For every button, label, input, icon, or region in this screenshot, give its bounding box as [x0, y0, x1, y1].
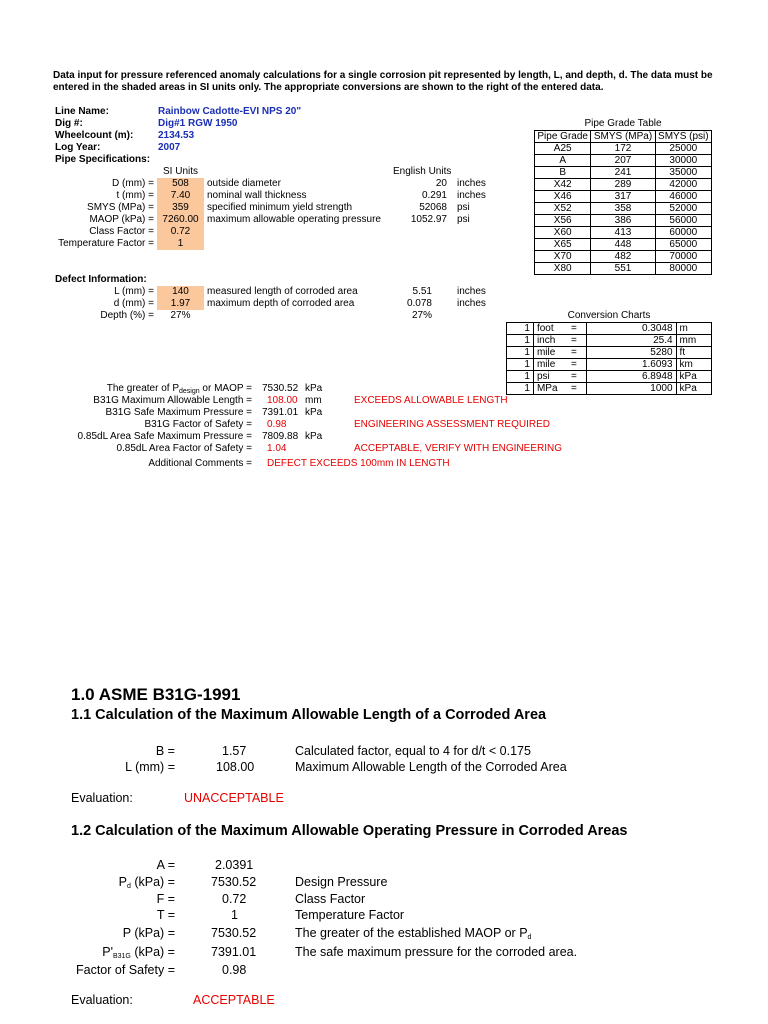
conversion-cell: mile: [533, 359, 561, 371]
pipe-grade-cell: 60000: [655, 227, 711, 239]
pipe-grade-cell: X65: [535, 239, 591, 251]
result-note: ACCEPTABLE, VERIFY WITH ENGINEERING: [354, 443, 562, 454]
pb31g-value: 7391.01: [211, 945, 257, 959]
spec-english-value: 1052.97: [410, 214, 447, 225]
pipe-grade-cell: 52000: [655, 203, 711, 215]
pipe-grade-cell: 172: [591, 143, 655, 155]
result-value: 7391.01: [262, 407, 299, 418]
spec-label: t (mm) =: [116, 190, 154, 201]
defect-info-title: Defect Information:: [55, 274, 147, 285]
spec-label: Temperature Factor =: [58, 238, 154, 249]
pipe-grade-row: [535, 203, 712, 215]
conversion-cell: 1: [507, 371, 534, 383]
spec-description: specified minimum yield strength: [207, 202, 353, 213]
pipe-grade-header-cell: Pipe Grade: [535, 131, 591, 143]
pipe-grade-cell: 30000: [655, 155, 711, 167]
defect-description: maximum depth of corroded area: [207, 298, 355, 309]
b-value: 1.57: [222, 744, 247, 758]
conversion-charts-table: [506, 322, 712, 395]
comments-label: Additional Comments =: [148, 458, 252, 469]
pipe-grade-cell: 317: [591, 191, 655, 203]
pipe-grade-row: [535, 167, 712, 179]
conversion-row: [507, 347, 712, 359]
spec-english-value: 0.291: [421, 190, 447, 201]
result-value: 108.00: [267, 395, 298, 406]
dig-label: Dig #:: [55, 118, 83, 129]
pipe-grade-table-title: Pipe Grade Table: [584, 118, 662, 129]
conversion-cell: =: [562, 359, 587, 371]
section-title: 1.0 ASME B31G-1991: [71, 685, 241, 704]
evaluation-2-label: Evaluation:: [71, 993, 133, 1007]
conversion-cell: mile: [533, 347, 561, 359]
pb31g-label: $P'_{B31G}$ (kPa) =: [102, 945, 175, 960]
result-note: ENGINEERING ASSESSMENT REQUIRED: [354, 419, 550, 430]
comments-value: DEFECT EXCEEDS 100mm IN LENGTH: [267, 458, 450, 469]
pd-description: Design Pressure: [295, 875, 388, 889]
a-value: 2.0391: [215, 858, 254, 872]
pipe-grade-cell: X60: [535, 227, 591, 239]
pipe-grade-cell: X42: [535, 179, 591, 191]
pipe-grade-cell: 207: [591, 155, 655, 167]
conversion-cell: 5280: [586, 347, 676, 359]
pipe-grade-row: [535, 251, 712, 263]
conversion-cell: =: [562, 323, 587, 335]
f-label: F =: [156, 892, 175, 906]
defect-english-unit: inches: [457, 286, 486, 297]
defect-value-cell: 140: [157, 286, 204, 298]
pipe-grade-cell: 46000: [655, 191, 711, 203]
b-description: Calculated factor, equal to 4 for d/t < 0.175: [295, 744, 531, 758]
conversion-row: [507, 371, 712, 383]
pipe-grade-cell: 25000: [655, 143, 711, 155]
conversion-row: [507, 383, 712, 395]
line-name-label: Line Name:: [55, 106, 109, 117]
pipe-grade-cell: 551: [591, 263, 655, 275]
intro-line-1: Data input for pressure referenced anomaly calculations for a single corrosion pit represented by length, L, and depth, d. The data must be: [53, 70, 713, 81]
f-description: Class Factor: [295, 892, 366, 906]
conversion-cell: MPa: [533, 383, 561, 395]
spec-english-unit: psi: [457, 202, 470, 213]
spec-value-cell: 0.72: [157, 226, 204, 238]
pipe-grade-row: [535, 191, 712, 203]
si-units-header: SI Units: [163, 166, 199, 177]
result-value: 7809.88: [262, 431, 299, 442]
pipe-grade-cell: 80000: [655, 263, 711, 275]
conversion-cell: mm: [676, 335, 711, 347]
spec-value-cell: 359: [157, 202, 204, 214]
conversion-row: [507, 359, 712, 371]
spec-english-unit: inches: [457, 178, 486, 189]
pipe-grade-cell: 448: [591, 239, 655, 251]
result-label: B31G Factor of Safety =: [144, 419, 252, 430]
evaluation-1-label: Evaluation:: [71, 791, 133, 805]
spec-label: D (mm) =: [112, 178, 154, 189]
conversion-cell: inch: [533, 335, 561, 347]
intro-line-2: entered in the shaded areas in SI units only. The appropriate conversions are shown to the right of the entered data.: [53, 82, 604, 93]
l-description: Maximum Allowable Length of the Corroded Area: [295, 760, 567, 774]
spec-description: nominal wall thickness: [207, 190, 307, 201]
result-label: 0.85dL Area Factor of Safety =: [116, 443, 252, 454]
pipe-grade-cell: 70000: [655, 251, 711, 263]
conversion-row: [507, 335, 712, 347]
subsection-1-1-title: 1.1 Calculation of the Maximum Allowable Length of a Corroded Area: [71, 707, 547, 723]
defect-label: L (mm) =: [114, 286, 154, 297]
conversion-cell: 1.6093: [586, 359, 676, 371]
spec-value-cell: 508: [157, 178, 204, 190]
conversion-cell: 1: [507, 323, 534, 335]
t-label: T =: [156, 908, 175, 922]
defect-english-value: 27%: [411, 310, 432, 321]
result-label: B31G Safe Maximum Pressure =: [105, 407, 252, 418]
result-unit: mm: [305, 395, 322, 406]
spec-label: MAOP (kPa) =: [89, 214, 154, 225]
defect-english-value: 5.51: [412, 286, 432, 297]
p-value: 7530.52: [211, 926, 257, 940]
pipe-grade-cell: X80: [535, 263, 591, 275]
factor-of-safety-value: 0.98: [222, 963, 247, 977]
result-label: B31G Maximum Allowable Length =: [93, 395, 252, 406]
pipe-spec-label: Pipe Specifications:: [55, 154, 151, 165]
pipe-grade-cell: 413: [591, 227, 655, 239]
result-note: EXCEEDS ALLOWABLE LENGTH: [354, 395, 508, 406]
conversion-cell: =: [562, 371, 587, 383]
pipe-grade-row: [535, 155, 712, 167]
spec-value-cell: 7260.00: [157, 214, 204, 226]
conversion-cell: kPa: [676, 371, 711, 383]
conversion-cell: =: [562, 347, 587, 359]
pipe-grade-cell: 65000: [655, 239, 711, 251]
pipe-grade-table: [534, 130, 712, 275]
evaluation-2-value: ACCEPTABLE: [193, 993, 275, 1007]
conversion-cell: 1: [507, 359, 534, 371]
wheelcount-label: Wheelcount (m):: [55, 130, 134, 141]
wheelcount-value: 2134.53: [158, 130, 195, 141]
greater-of-unit: kPa: [305, 383, 323, 394]
defect-description: measured length of corroded area: [207, 286, 358, 297]
pipe-grade-cell: X52: [535, 203, 591, 215]
pipe-grade-header-cell: SMYS (psi): [655, 131, 711, 143]
spec-value-cell: 7.40: [157, 190, 204, 202]
defect-label: d (mm) =: [113, 298, 154, 309]
spec-label: SMYS (MPa) =: [87, 202, 154, 213]
spec-english-unit: psi: [457, 214, 470, 225]
conversion-cell: foot: [533, 323, 561, 335]
pipe-grade-row: [535, 263, 712, 275]
b-label: B =: [155, 744, 175, 758]
spec-value-cell: 1: [157, 238, 204, 250]
pipe-grade-row: [535, 227, 712, 239]
english-units-header: English Units: [393, 166, 452, 177]
pipe-grade-header-cell: SMYS (MPa): [591, 131, 655, 143]
pipe-grade-cell: 386: [591, 215, 655, 227]
conversion-row: [507, 323, 712, 335]
pipe-grade-cell: 35000: [655, 167, 711, 179]
defect-english-value: 0.078: [406, 298, 432, 309]
result-unit: kPa: [305, 431, 323, 442]
pd-value: 7530.52: [211, 875, 257, 889]
pb31g-description: The safe maximum pressure for the corroded area.: [295, 945, 578, 959]
pipe-grade-cell: 241: [591, 167, 655, 179]
conversion-cell: 6.8948: [586, 371, 676, 383]
result-value: 0.98: [267, 419, 287, 430]
spec-description: outside diameter: [207, 178, 281, 189]
spec-english-unit: inches: [457, 190, 486, 201]
pipe-grade-cell: 56000: [655, 215, 711, 227]
t-value: 1: [231, 908, 238, 922]
pipe-grade-cell: 289: [591, 179, 655, 191]
f-value: 0.72: [222, 892, 247, 906]
pipe-grade-row: [535, 179, 712, 191]
conversion-cell: kPa: [676, 383, 711, 395]
pipe-grade-cell: X70: [535, 251, 591, 263]
defect-value-cell: 27%: [170, 310, 191, 321]
defect-value-cell: 1.97: [157, 298, 204, 310]
defect-label: Depth (%) =: [100, 310, 154, 321]
p-label: P (kPa) =: [122, 926, 175, 940]
pipe-grade-cell: X46: [535, 191, 591, 203]
log-year-label: Log Year:: [55, 142, 101, 153]
t-description: Temperature Factor: [295, 908, 405, 922]
spec-label: Class Factor =: [89, 226, 154, 237]
conversion-cell: 25.4: [586, 335, 676, 347]
dig-value: Dig#1 RGW 1950: [158, 118, 238, 129]
pipe-grade-cell: A: [535, 155, 591, 167]
conversion-cell: psi: [533, 371, 561, 383]
conversion-cell: ft: [676, 347, 711, 359]
pipe-grade-cell: X56: [535, 215, 591, 227]
l-label: L (mm) =: [125, 760, 175, 774]
conversion-cell: m: [676, 323, 711, 335]
result-unit: kPa: [305, 407, 323, 418]
evaluation-1-value: UNACCEPTABLE: [184, 791, 284, 805]
conversion-cell: 1: [507, 347, 534, 359]
pipe-grade-cell: B: [535, 167, 591, 179]
pipe-grade-cell: A25: [535, 143, 591, 155]
conversion-cell: 0.3048: [586, 323, 676, 335]
defect-english-unit: inches: [457, 298, 486, 309]
conversion-cell: 1000: [586, 383, 676, 395]
greater-of-value: 7530.52: [262, 383, 299, 394]
spec-english-value: 20: [435, 178, 447, 189]
spec-english-value: 52068: [419, 202, 447, 213]
subsection-1-2-title: 1.2 Calculation of the Maximum Allowable Operating Pressure in Corroded Areas: [71, 823, 628, 839]
pipe-grade-row: [535, 215, 712, 227]
result-label: 0.85dL Area Safe Maximum Pressure =: [77, 431, 252, 442]
conversion-cell: 1: [507, 335, 534, 347]
conversion-cell: =: [562, 383, 587, 395]
conversion-charts-title: Conversion Charts: [567, 310, 651, 321]
pipe-grade-cell: 42000: [655, 179, 711, 191]
p-description: The greater of the established MAOP or $P_d$: [295, 926, 532, 941]
line-name-value: Rainbow Cadotte-EVI NPS 20": [158, 106, 302, 117]
a-label: A =: [156, 858, 175, 872]
conversion-cell: 1: [507, 383, 534, 395]
spec-description: maximum allowable operating pressure: [207, 214, 381, 225]
pd-label: $P_d$ (kPa) =: [118, 875, 175, 890]
greater-of-label: The greater of $P_{design}$ or MAOP =: [106, 383, 252, 395]
pipe-grade-row: [535, 239, 712, 251]
pipe-grade-cell: 358: [591, 203, 655, 215]
factor-of-safety-label: Factor of Safety =: [75, 963, 175, 977]
conversion-cell: km: [676, 359, 711, 371]
pipe-grade-cell: 482: [591, 251, 655, 263]
l-value: 108.00: [216, 760, 255, 774]
conversion-cell: =: [562, 335, 587, 347]
result-value: 1.04: [267, 443, 287, 454]
log-year-value: 2007: [158, 142, 181, 153]
pipe-grade-row: [535, 143, 712, 155]
